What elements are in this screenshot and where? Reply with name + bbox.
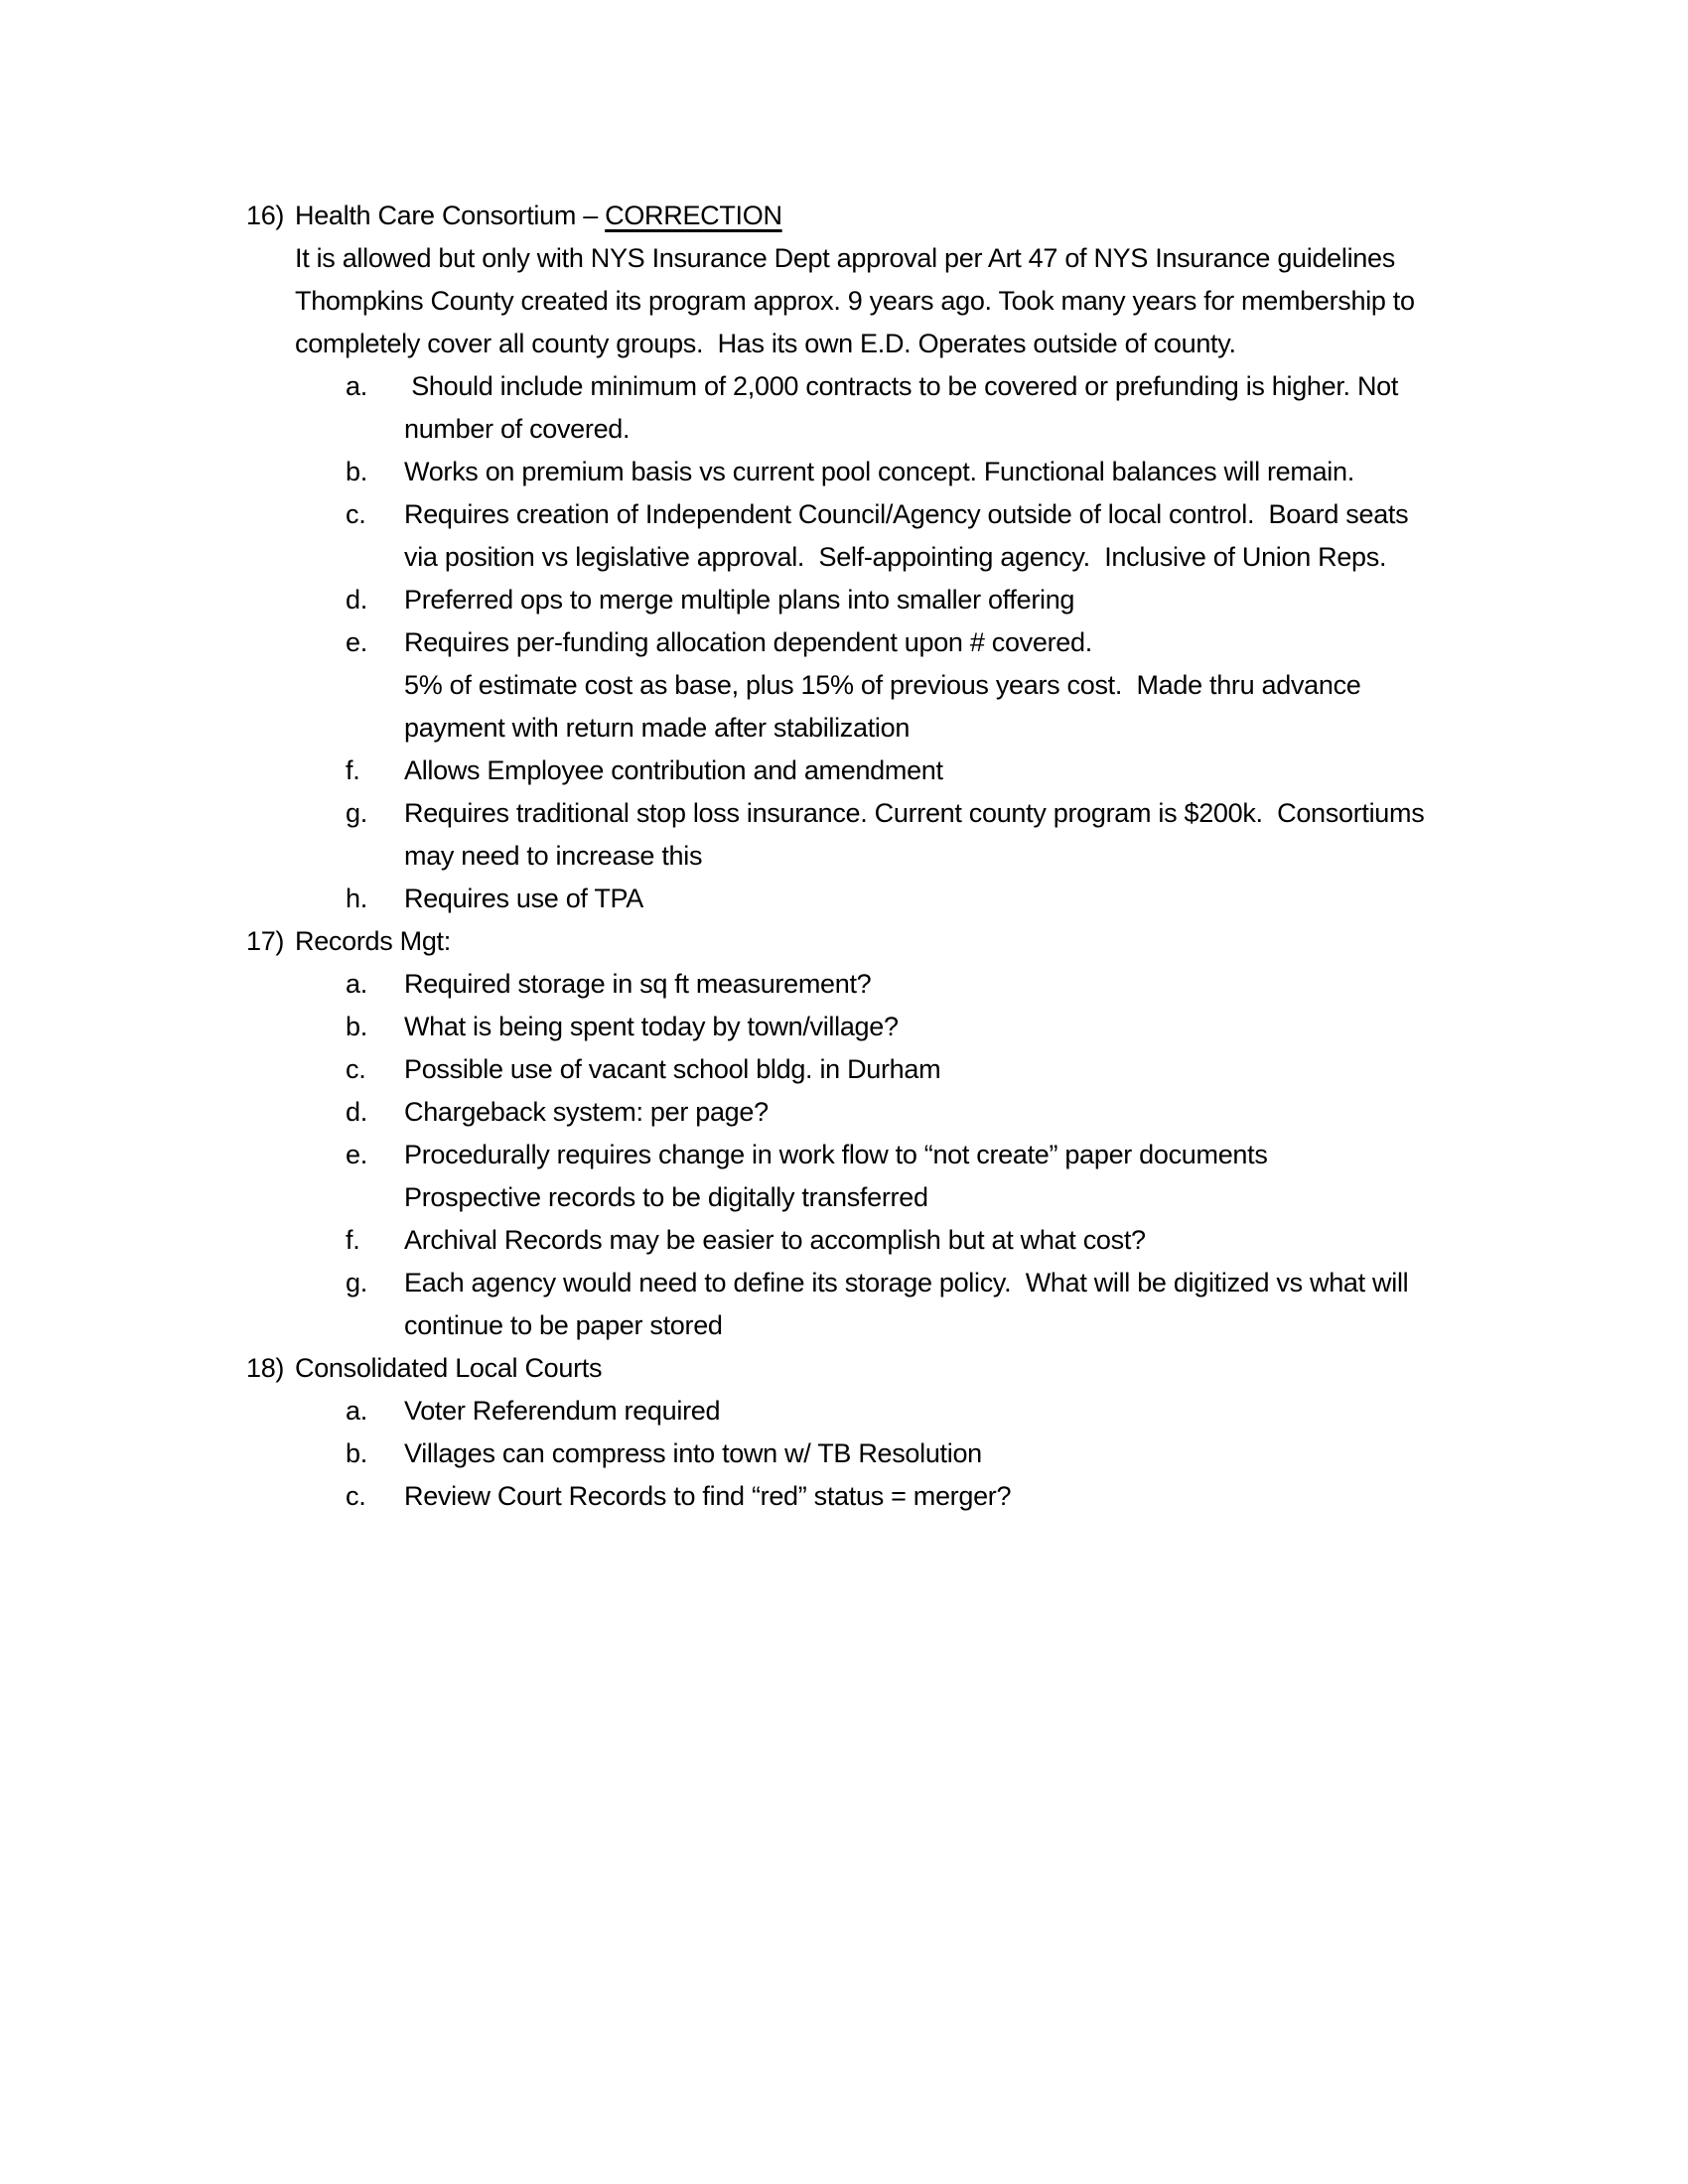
item-18-c (0, 1475, 1688, 1518)
section-17-title-row (0, 920, 1688, 963)
item-letter: c. (346, 1054, 366, 1084)
section-16-title (295, 195, 782, 237)
item-letter: g. (346, 798, 367, 828)
item-letter: b. (346, 457, 367, 486)
item-text: Requires creation of Independent Council/Agency outside of local control. Board seats (404, 499, 1409, 529)
section-16-title-correction: CORRECTION (605, 201, 782, 230)
item-text: Requires traditional stop loss insurance. Current county program is $200k. Consortiums (404, 798, 1425, 828)
item-16-e-line-3 (0, 707, 1688, 750)
item-17-g-line-2 (0, 1304, 1688, 1347)
item-text: Prospective records to be digitally transferred (404, 1182, 928, 1212)
item-letter: d. (346, 1097, 367, 1127)
item-17-e-line-2 (0, 1176, 1688, 1219)
item-16-e (0, 621, 1688, 664)
item-text: continue to be paper stored (404, 1310, 723, 1340)
section-18-title: Consolidated Local Courts (295, 1353, 603, 1383)
item-letter: d. (346, 585, 367, 614)
item-letter: a. (346, 371, 367, 401)
item-text: 5% of estimate cost as base, plus 15% of previous years cost. Made thru advance (404, 670, 1361, 700)
item-text: Archival Records may be easier to accomplish but at what cost? (404, 1225, 1146, 1255)
item-text: payment with return made after stabilization (404, 713, 911, 743)
item-text: Allows Employee contribution and amendment (404, 755, 943, 785)
item-text: may need to increase this (404, 841, 703, 871)
item-letter: f. (346, 1225, 360, 1255)
item-16-e-line-2 (0, 664, 1688, 707)
item-text: Preferred ops to merge multiple plans into smaller offering (404, 585, 1075, 614)
document-page (0, 195, 1688, 1518)
section-18-title-row (0, 1347, 1688, 1390)
section-16-intro-line (0, 280, 1688, 323)
item-16-g-line-2 (0, 835, 1688, 878)
item-letter: a. (346, 1396, 367, 1426)
item-16-b (0, 451, 1688, 493)
item-text: Review Court Records to find “red” status = merger? (404, 1481, 1012, 1511)
item-text: Villages can compress into town w/ TB Resolution (404, 1438, 982, 1468)
item-text: What is being spent today by town/village? (404, 1012, 899, 1041)
item-text: Requires per-funding allocation dependent upon # covered. (404, 627, 1092, 657)
section-16-intro-line (0, 237, 1688, 280)
item-17-e (0, 1134, 1688, 1176)
section-17-number: 17) (246, 926, 285, 956)
item-17-c (0, 1048, 1688, 1091)
item-16-a (0, 365, 1688, 408)
section-16-intro-line (0, 323, 1688, 365)
item-letter: e. (346, 627, 367, 657)
item-16-c-line-2 (0, 536, 1688, 579)
item-letter: c. (346, 499, 366, 529)
item-17-b (0, 1006, 1688, 1048)
item-text: Works on premium basis vs current pool concept. Functional balances will remain. (404, 457, 1354, 486)
item-16-g (0, 792, 1688, 835)
item-17-d (0, 1091, 1688, 1134)
item-text: Should include minimum of 2,000 contracts to be covered or prefunding is higher. Not (404, 371, 1399, 401)
item-16-h (0, 878, 1688, 920)
section-16-number: 16) (246, 201, 285, 230)
item-letter: f. (346, 755, 360, 785)
item-17-a (0, 963, 1688, 1006)
item-text: via position vs legislative approval. Self-appointing agency. Inclusive of Union Reps. (404, 542, 1387, 572)
item-text: Procedurally requires change in work flow to “not create” paper documents (404, 1140, 1268, 1169)
item-text: Each agency would need to define its storage policy. What will be digitized vs what will (404, 1268, 1409, 1297)
item-text: Chargeback system: per page? (404, 1097, 769, 1127)
item-letter: h. (346, 884, 367, 913)
section-17-title: Records Mgt: (295, 926, 451, 956)
intro-text: completely cover all county groups. Has its own E.D. Operates outside of county. (295, 329, 1236, 358)
section-18-number: 18) (246, 1353, 285, 1383)
item-16-c (0, 493, 1688, 536)
intro-text: It is allowed but only with NYS Insurance Dept approval per Art 47 of NYS Insurance guidelines (295, 243, 1395, 273)
item-text: Possible use of vacant school bldg. in Durham (404, 1054, 941, 1084)
section-16-title-text: Health Care Consortium – (295, 201, 606, 230)
item-text: Required storage in sq ft measurement? (404, 969, 872, 999)
item-text: Voter Referendum required (404, 1396, 721, 1426)
item-letter: b. (346, 1012, 367, 1041)
item-letter: g. (346, 1268, 367, 1297)
item-18-b (0, 1433, 1688, 1475)
item-letter: c. (346, 1481, 366, 1511)
item-text: Requires use of TPA (404, 884, 643, 913)
item-letter: e. (346, 1140, 367, 1169)
section-16-title-row (0, 195, 1688, 237)
item-16-a-line-2 (0, 408, 1688, 451)
item-16-d (0, 579, 1688, 621)
item-letter: b. (346, 1438, 367, 1468)
intro-text: Thompkins County created its program approx. 9 years ago. Took many years for membership to (295, 286, 1415, 316)
item-18-a (0, 1390, 1688, 1433)
item-17-f (0, 1219, 1688, 1262)
item-text: number of covered. (404, 414, 631, 444)
item-17-g (0, 1262, 1688, 1304)
item-16-f (0, 750, 1688, 792)
item-letter: a. (346, 969, 367, 999)
